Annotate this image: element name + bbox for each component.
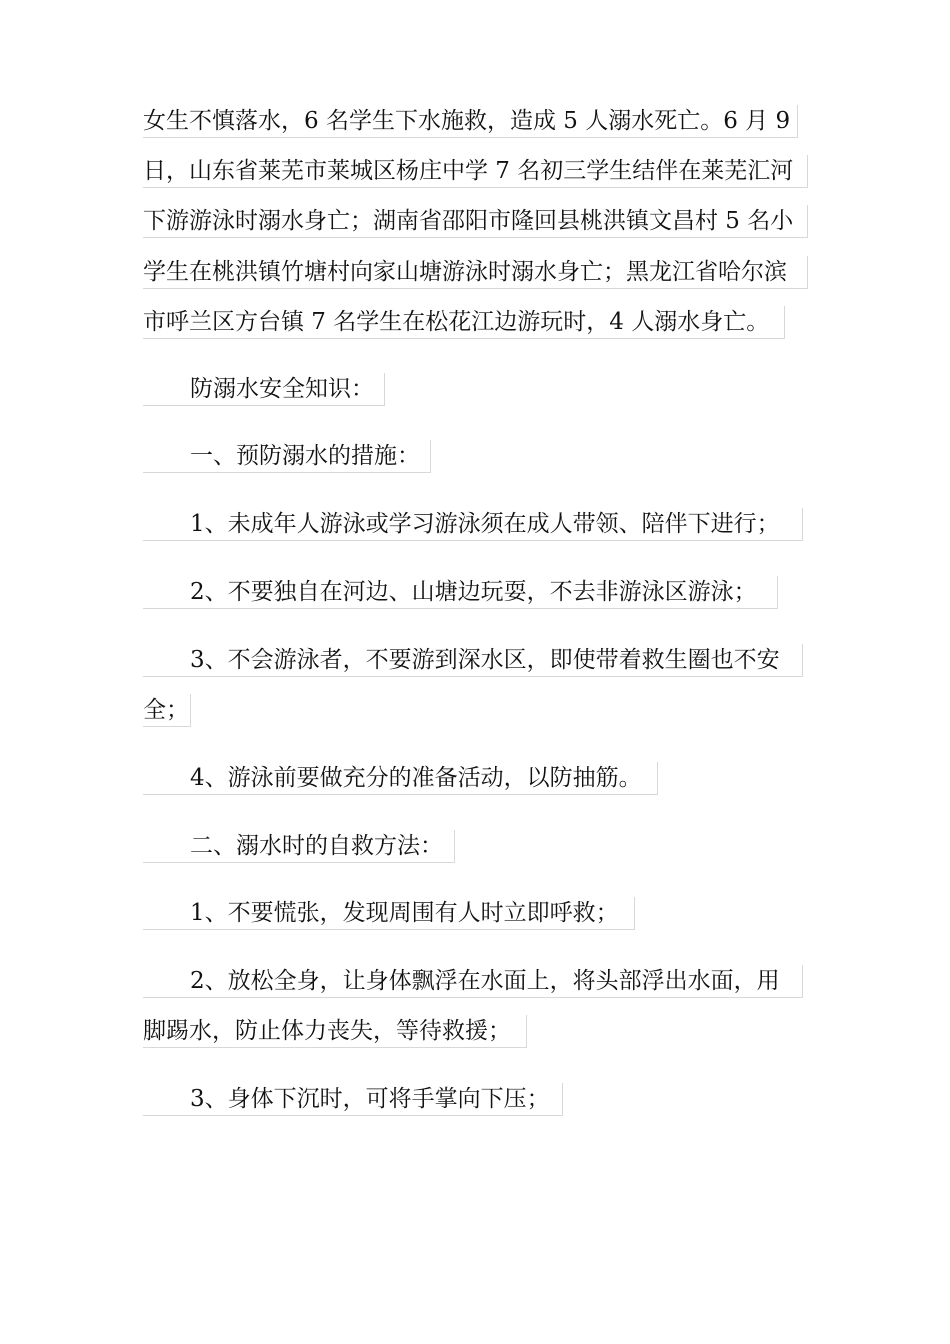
intro-line-3: 下游游泳时溺水身亡；湖南省邵阳市隆回县桃洪镇文昌村 5 名小: [143, 205, 808, 238]
section2-item-2-line-2: 脚踢水，防止体力丧失，等待救援；: [143, 1015, 527, 1048]
section1-item-4: 4、游泳前要做充分的准备活动，以防抽筋。: [143, 762, 658, 795]
section1-item-3-line-2: 全；: [143, 694, 191, 727]
section1-item-3-line-1: 3、不会游泳者，不要游到深水区，即使带着救生圈也不安: [143, 644, 803, 677]
section2-item-3: 3、身体下沉时，可将手掌向下压；: [143, 1083, 563, 1116]
intro-line-1: 女生不慎落水，6 名学生下水施救，造成 5 人溺水死亡。6 月 9: [143, 105, 798, 138]
section1-title: 一、预防溺水的措施：: [143, 440, 431, 473]
section2-item-1: 1、不要慌张，发现周围有人时立即呼救；: [143, 897, 635, 930]
section2-item-2-line-1: 2、放松全身，让身体飘浮在水面上，将头部浮出水面，用: [143, 965, 803, 998]
section1-item-2: 2、不要独自在河边、山塘边玩耍，不去非游泳区游泳；: [143, 576, 778, 609]
intro-line-5: 市呼兰区方台镇 7 名学生在松花江边游玩时，4 人溺水身亡。: [143, 306, 785, 339]
section2-title: 二、溺水时的自救方法：: [143, 830, 455, 863]
section-heading: 防溺水安全知识：: [143, 373, 385, 406]
section1-item-1: 1、未成年人游泳或学习游泳须在成人带领、陪伴下进行；: [143, 508, 803, 541]
intro-line-2: 日，山东省莱芜市莱城区杨庄中学 7 名初三学生结伴在莱芜汇河: [143, 155, 808, 188]
intro-line-4: 学生在桃洪镇竹塘村向家山塘游泳时溺水身亡；黑龙江省哈尔滨: [143, 256, 808, 289]
